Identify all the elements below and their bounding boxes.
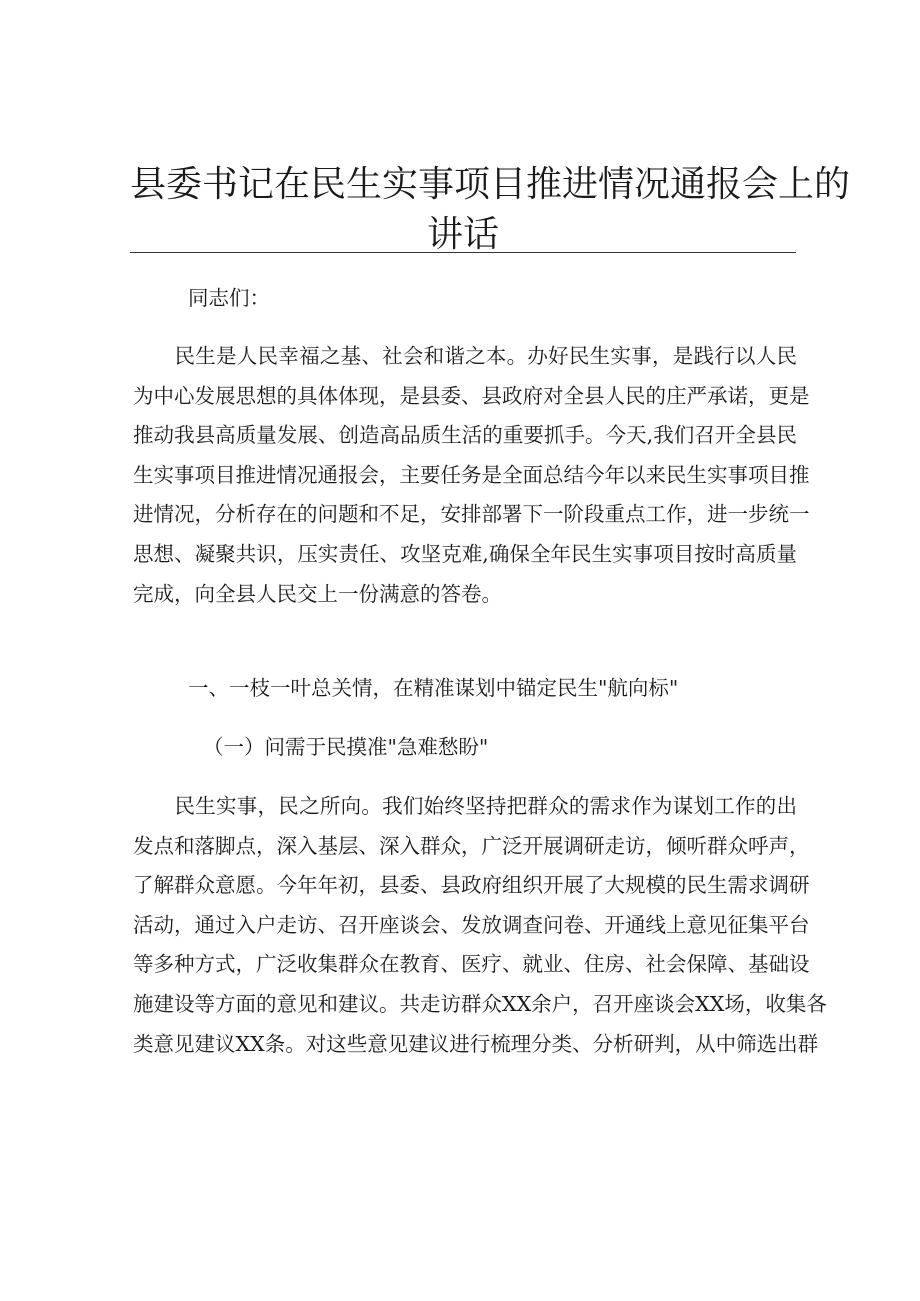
paragraph-line: 发点和落脚点，深入基层、深入群众，广泛开展调研走访，倾听群众呼声， xyxy=(133,833,810,858)
salutation: 同志们： xyxy=(188,286,270,310)
paragraph-line: 类意见建议XX条。对这些意见建议进行梳理分类、分析研判，从中筛选出群 xyxy=(133,1031,819,1056)
subsection-heading-1: （一）问需于民摸准"急难愁盼" xyxy=(203,735,489,759)
paragraph-line: 民生实事，民之所向。我们始终坚持把群众的需求作为谋划工作的出 xyxy=(133,794,797,818)
document-title xyxy=(130,160,851,260)
paragraph-line: 了解群众意愿。今年年初，县委、县政府组织开展了大规模的民生需求调研 xyxy=(133,873,810,898)
paragraph-line: 生实事项目推进情况通报会，主要任务是全面总结今年以来民生实事项目推 xyxy=(133,462,810,487)
title-divider xyxy=(130,252,796,253)
title-line-1: 县委书记在民生实事项目推进情况通报会上的 xyxy=(130,164,851,205)
title-line-2: 讲话 xyxy=(426,214,499,255)
paragraph-line: 推动我县高质量发展、创造高品质生活的重要抓手。今天,我们召开全县民 xyxy=(133,423,797,448)
paragraph-line: 民生是人民幸福之基、社会和谐之本。办好民生实事，是践行以人民 xyxy=(133,344,797,368)
paragraph-line: 完成，向全县人民交上一份满意的答卷。 xyxy=(133,581,502,606)
paragraph-line: 等多种方式，广泛收集群众在教育、医疗、就业、住房、社会保障、基础设 xyxy=(133,952,810,977)
paragraph-intro xyxy=(133,337,810,614)
section-heading-1: 一、一枝一叶总关情，在精准谋划中锚定民生"航向标" xyxy=(188,676,679,700)
paragraph-line: 进情况，分析存在的问题和不足，安排部署下一阶段重点工作，进一步统一 xyxy=(133,502,810,527)
paragraph-line: 为中心发展思想的具体体现，是县委、县政府对全县人民的庄严承诺，更是 xyxy=(133,383,810,408)
paragraph-line: 活动，通过入户走访、召开座谈会、发放调查问卷、开通线上意见征集平台 xyxy=(133,912,810,937)
paragraph-line: 思想、凝聚共识，压实责任、攻坚克难,确保全年民生实事项目按时高质量 xyxy=(133,541,797,566)
paragraph-line: 施建设等方面的意见和建议。共走访群众XX余户，召开座谈会XX场，收集各 xyxy=(133,991,827,1016)
paragraph-section-1 xyxy=(133,787,827,1064)
